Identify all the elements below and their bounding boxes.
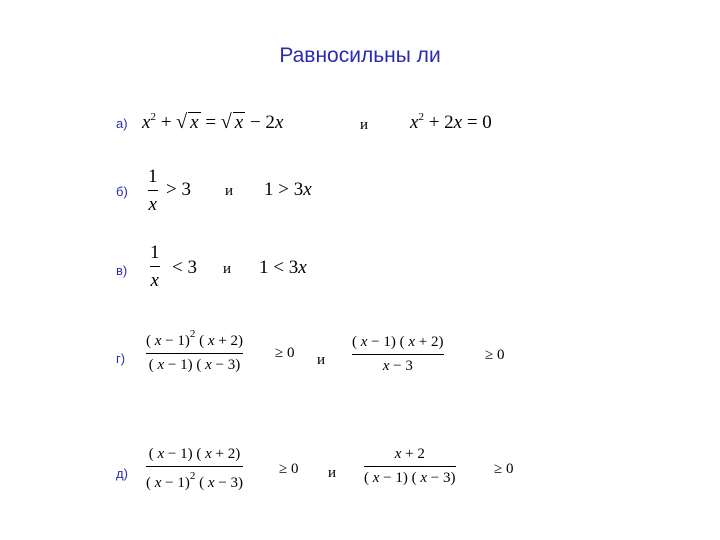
geq-g-left: ≥ 0 (275, 345, 295, 361)
inequality-b-right: 1 > 3x (264, 179, 312, 200)
row-label-v: в) (116, 263, 128, 278)
geq-g-right: ≥ 0 (485, 347, 505, 363)
slide-title: Равносильны ли (279, 44, 441, 67)
row-label-b: б) (116, 184, 128, 199)
geq-d-left: ≥ 0 (279, 461, 299, 477)
equation-a-right: $x^2 + 2x = 0$ (410, 111, 492, 133)
conj-v: и (223, 261, 232, 277)
fraction-g-right: ( x − 1) ( x + 2) x − 3 (352, 334, 444, 374)
geq-d-right: ≥ 0 (494, 461, 514, 477)
fraction-d-left: ( x − 1) ( x + 2) ( x − 1)$^2$ ( x − 3) (146, 446, 244, 491)
inequality-v-right: 1 < 3x (259, 257, 307, 278)
equation-a-left: $x^2$ + √ x = √ x − 2x (142, 111, 284, 133)
fraction-d-right: x + 2 ( x − 1) ( x − 3) (364, 446, 456, 486)
row-label-a: а) (116, 116, 128, 131)
row-label-d: д) (116, 466, 128, 481)
fraction-g-left: ( x − 1)$^2$ ( x + 2) ( x − 1) ( x − 3) (146, 328, 244, 373)
conj-d: и (328, 465, 337, 481)
conj-a: и (360, 117, 369, 133)
inequality-v-left: < 3 (172, 257, 197, 278)
conj-g: и (317, 352, 326, 368)
fraction-v: 1 x (150, 242, 160, 291)
conj-b: и (225, 183, 234, 199)
fraction-b: 1 x (148, 166, 158, 215)
inequality-b-left: > 3 (166, 179, 191, 200)
row-label-g: г) (116, 351, 126, 366)
